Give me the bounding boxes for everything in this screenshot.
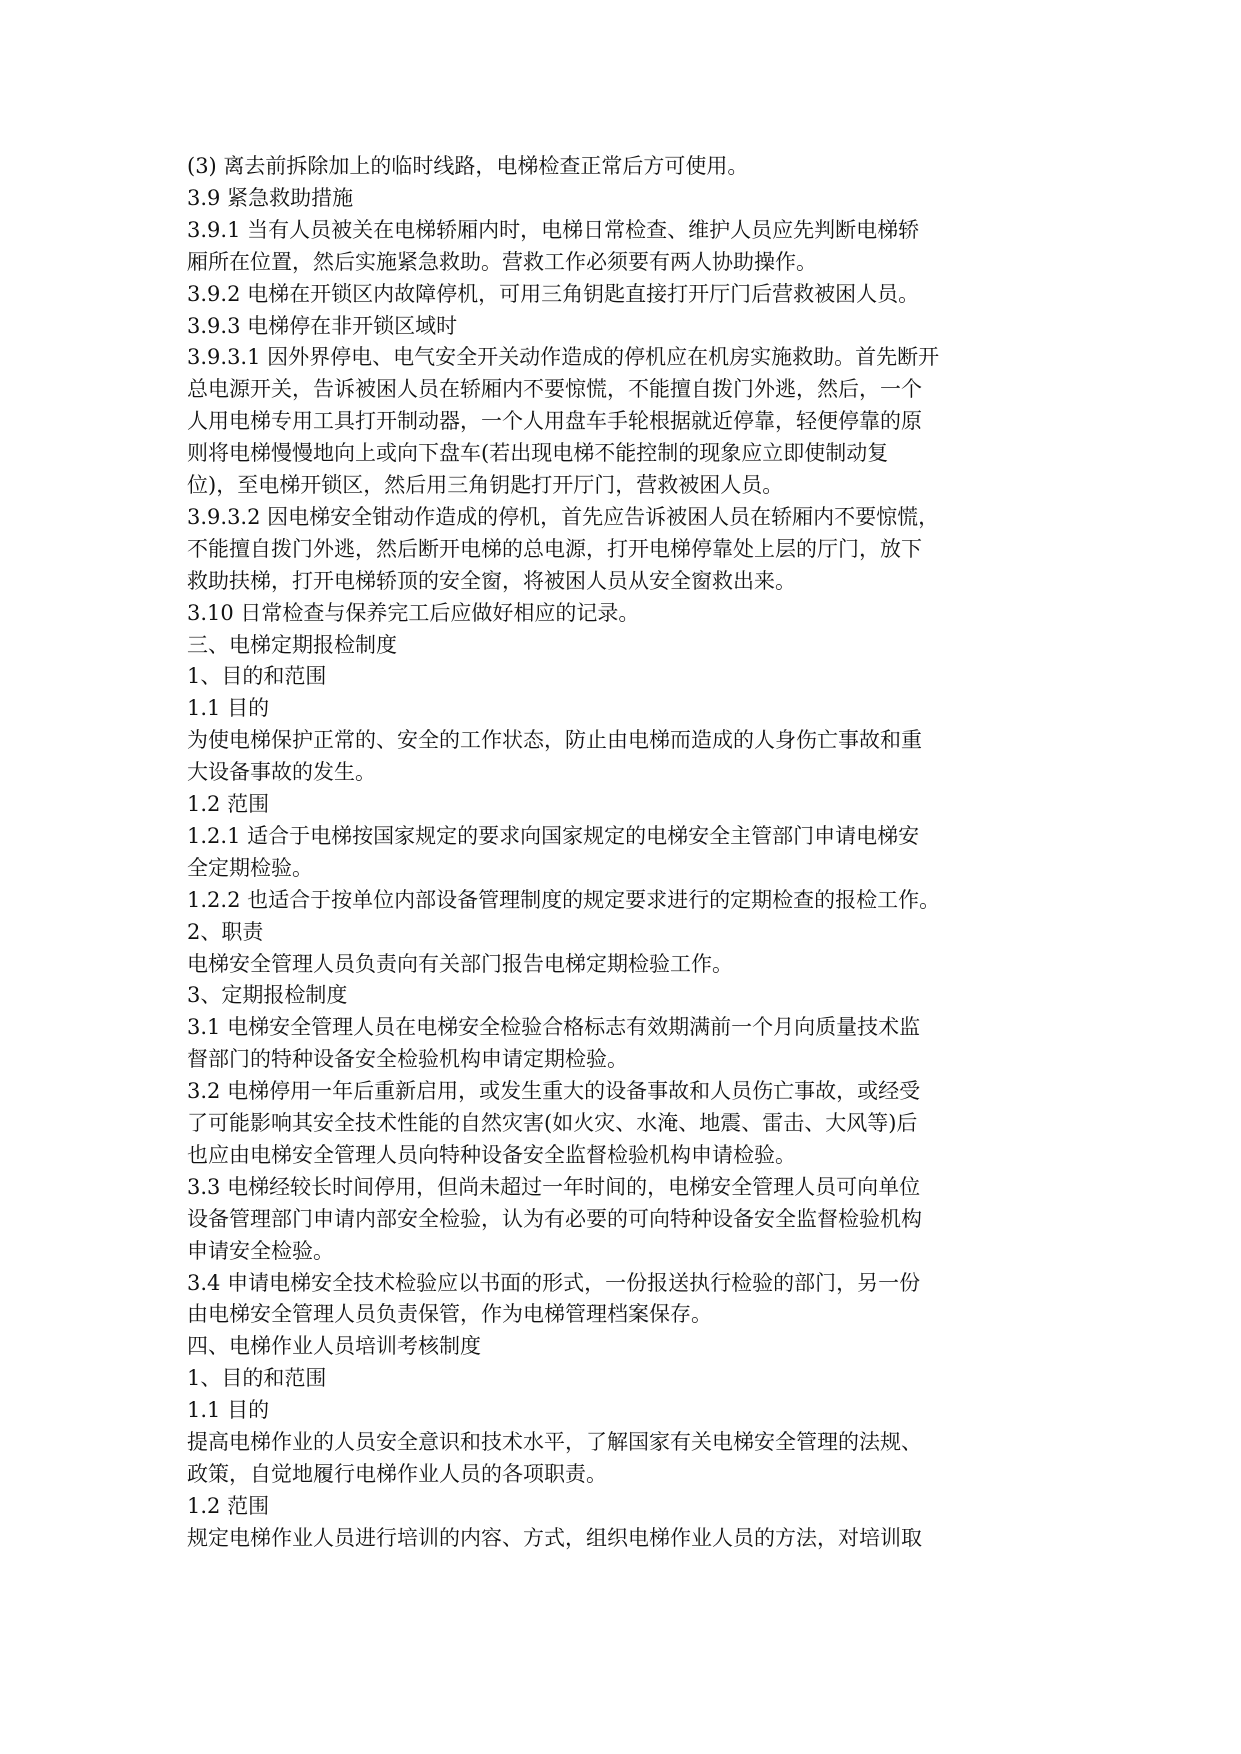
text-line: 不能擅自拨门外逃，然后断开电梯的总电源，打开电梯停靠处上层的厅门，放下 bbox=[187, 536, 922, 561]
text-line: 电梯安全管理人员负责向有关部门报告电梯定期检验工作。 bbox=[187, 951, 733, 976]
text-line: 1.2 范围 bbox=[187, 1493, 270, 1518]
text-line: 3.10 日常检查与保养完工后应做好相应的记录。 bbox=[187, 600, 640, 625]
text-line: 1.2.2 也适合于按单位内部设备管理制度的规定要求进行的定期检查的报检工作。 bbox=[187, 887, 941, 912]
text-line: 提高电梯作业的人员安全意识和技术水平，了解国家有关电梯安全管理的法规、 bbox=[187, 1430, 922, 1454]
text-line: 总电源开关，告诉被困人员在轿厢内不要惊慌，不能擅自拨门外逃，然后，一个 bbox=[187, 377, 922, 402]
text-line: 申请安全检验。 bbox=[187, 1238, 334, 1263]
text-line: 大设备事故的发生。 bbox=[187, 760, 376, 785]
text-line: 3.9.3 电梯停在非开锁区域时 bbox=[187, 313, 458, 338]
text-line: 1.2.1 适合于电梯按国家规定的要求向国家规定的电梯安全主管部门申请电梯安 bbox=[187, 823, 920, 848]
text-line: 督部门的特种设备安全检验机构申请定期检验。 bbox=[187, 1047, 628, 1072]
text-line: 3.1 电梯安全管理人员在电梯安全检验合格标志有效期满前一个月向质量技术监 bbox=[187, 1015, 921, 1040]
text-line: 1、目的和范围 bbox=[187, 664, 327, 689]
text-line: 也应由电梯安全管理人员向特种设备安全监督检验机构申请检验。 bbox=[187, 1142, 796, 1167]
text-line: 1.1 目的 bbox=[187, 696, 270, 721]
text-line: 设备管理部门申请内部安全检验，认为有必要的可向特种设备安全监督检验机构 bbox=[187, 1206, 922, 1231]
text-line: 三、电梯定期报检制度 bbox=[187, 632, 397, 657]
text-line: 1、目的和范围 bbox=[187, 1366, 327, 1391]
text-line: 1.1 目的 bbox=[187, 1398, 270, 1423]
text-line: 3.9.2 电梯在开锁区内故障停机，可用三角钥匙直接打开厅门后营救被困人员。 bbox=[187, 281, 920, 306]
text-line: 政策，自觉地履行电梯作业人员的各项职责。 bbox=[187, 1461, 607, 1486]
text-line: 为使电梯保护正常的、安全的工作状态，防止由电梯而造成的人身伤亡事故和重 bbox=[187, 728, 922, 753]
text-line: 由电梯安全管理人员负责保管，作为电梯管理档案保存。 bbox=[187, 1302, 712, 1327]
text-line: 则将电梯慢慢地向上或向下盘车(若出现电梯不能控制的现象应立即使制动复 bbox=[187, 441, 889, 466]
text-line: 2、职责 bbox=[187, 919, 264, 944]
text-line: 3.9.3.1 因外界停电、电气安全开关动作造成的停机应在机房实施救助。首先断开 bbox=[187, 345, 940, 370]
text-line: 3.2 电梯停用一年后重新启用，或发生重大的设备事故和人员伤亡事故，或经受 bbox=[187, 1079, 921, 1104]
text-line: 了可能影响其安全技术性能的自然灾害(如火灾、水淹、地震、雷击、大风等)后 bbox=[187, 1111, 918, 1135]
text-line: 厢所在位置，然后实施紧急救助。营救工作必须要有两人协助操作。 bbox=[187, 249, 817, 274]
text-line: 人用电梯专用工具打开制动器，一个人用盘车手轮根据就近停靠，轻便停靠的原 bbox=[187, 409, 922, 434]
text-line: 救助扶梯，打开电梯轿顶的安全窗，将被困人员从安全窗救出来。 bbox=[187, 568, 796, 593]
text-line: 全定期检验。 bbox=[187, 855, 313, 880]
text-line: 3.3 电梯经较长时间停用，但尚未超过一年时间的，电梯安全管理人员可向单位 bbox=[187, 1174, 921, 1199]
text-line: 1.2 范围 bbox=[187, 792, 270, 816]
text-line: 3、定期报检制度 bbox=[187, 983, 348, 1008]
text-line: 3.9.1 当有人员被关在电梯轿厢内时，电梯日常检查、维护人员应先判断电梯轿 bbox=[187, 217, 920, 242]
text-line: 3.9.3.2 因电梯安全钳动作造成的停机，首先应告诉被困人员在轿厢内不要惊慌， bbox=[187, 504, 940, 529]
text-line: 3.4 申请电梯安全技术检验应以书面的形式，一份报送执行检验的部门，另一份 bbox=[187, 1270, 921, 1295]
text-line: (3) 离去前拆除加上的临时线路，电梯检查正常后方可使用。 bbox=[187, 154, 749, 178]
text-line: 规定电梯作业人员进行培训的内容、方式，组织电梯作业人员的方法，对培训取 bbox=[187, 1525, 922, 1550]
text-line: 3.9 紧急救助措施 bbox=[187, 185, 354, 210]
text-line: 位)，至电梯开锁区，然后用三角钥匙打开厅门，营救被困人员。 bbox=[187, 473, 784, 497]
text-line: 四、电梯作业人员培训考核制度 bbox=[187, 1334, 481, 1359]
